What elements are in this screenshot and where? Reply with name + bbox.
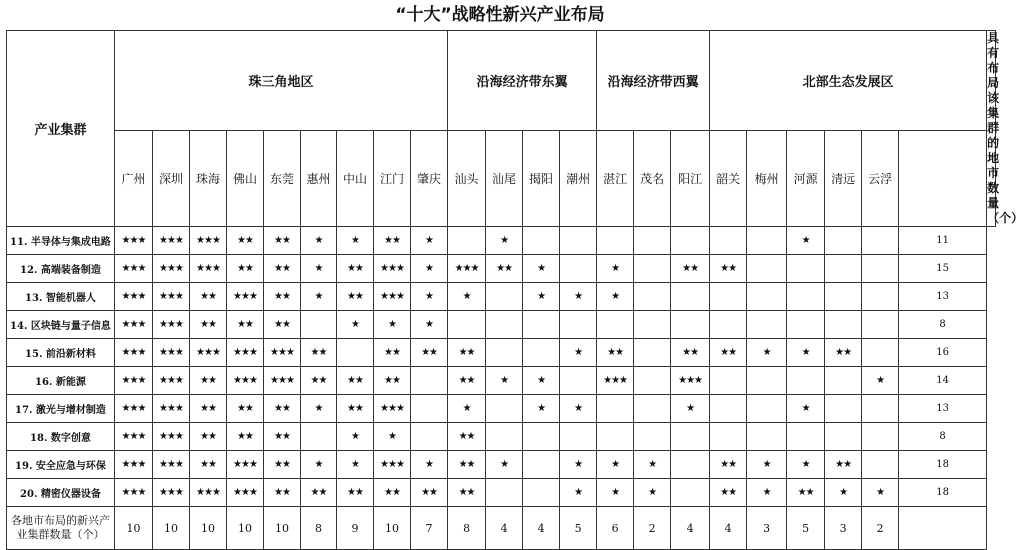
star-rating-cell: ★★ bbox=[710, 255, 747, 283]
star-rating-cell: ★★ bbox=[411, 479, 448, 507]
star-rating-cell: ★ bbox=[787, 395, 825, 423]
cluster-name: 11. 半导体与集成电路 bbox=[7, 227, 115, 255]
summary-value: 4 bbox=[523, 507, 560, 550]
star-rating-cell bbox=[560, 255, 597, 283]
star-rating-cell: ★ bbox=[411, 283, 448, 311]
star-rating-cell: ★★ bbox=[448, 451, 486, 479]
star-rating-cell: ★ bbox=[787, 339, 825, 367]
star-rating-cell: ★★ bbox=[264, 395, 301, 423]
star-rating-cell: ★★ bbox=[264, 311, 301, 339]
star-rating-cell: ★ bbox=[411, 255, 448, 283]
table-row bbox=[7, 395, 996, 423]
star-rating-cell: ★★★ bbox=[190, 339, 227, 367]
star-rating-cell bbox=[747, 227, 787, 255]
star-rating-cell: ★★ bbox=[190, 367, 227, 395]
star-rating-cell: ★★★ bbox=[153, 283, 190, 311]
city-header: 佛山 bbox=[227, 130, 264, 226]
star-rating-cell: ★★★ bbox=[190, 255, 227, 283]
star-rating-cell bbox=[747, 395, 787, 423]
star-rating-cell: ★ bbox=[597, 479, 634, 507]
star-rating-cell: ★ bbox=[337, 451, 374, 479]
star-rating-cell: ★ bbox=[634, 451, 671, 479]
star-rating-cell: ★★★ bbox=[153, 255, 190, 283]
city-count-cell: 13 bbox=[899, 395, 987, 423]
summary-value: 10 bbox=[264, 507, 301, 550]
table-row bbox=[7, 451, 996, 479]
star-rating-cell bbox=[710, 311, 747, 339]
city-header: 珠海 bbox=[190, 130, 227, 226]
star-rating-cell bbox=[337, 339, 374, 367]
cluster-name: 17. 激光与增材制造 bbox=[7, 395, 115, 423]
star-rating-cell: ★ bbox=[486, 227, 523, 255]
star-rating-cell: ★★ bbox=[597, 339, 634, 367]
star-rating-cell: ★★ bbox=[671, 339, 710, 367]
star-rating-cell bbox=[486, 423, 523, 451]
city-count-cell: 8 bbox=[899, 423, 987, 451]
star-rating-cell: ★ bbox=[301, 451, 337, 479]
star-rating-cell: ★★★ bbox=[374, 255, 411, 283]
star-rating-cell: ★★★ bbox=[115, 367, 153, 395]
city-header: 茂名 bbox=[634, 130, 671, 226]
city-header: 惠州 bbox=[301, 130, 337, 226]
city-count-cell: 18 bbox=[899, 451, 987, 479]
city-header: 韶关 bbox=[710, 130, 747, 226]
city-header: 揭阳 bbox=[523, 130, 560, 226]
summary-value: 8 bbox=[301, 507, 337, 550]
star-rating-cell: ★★ bbox=[264, 479, 301, 507]
star-rating-cell: ★ bbox=[560, 451, 597, 479]
region-header-prd: 珠三角地区 bbox=[115, 31, 448, 131]
star-rating-cell: ★★ bbox=[264, 255, 301, 283]
city-count-cell: 18 bbox=[899, 479, 987, 507]
star-rating-cell: ★★ bbox=[337, 479, 374, 507]
summary-value: 5 bbox=[560, 507, 597, 550]
star-rating-cell bbox=[448, 311, 486, 339]
star-rating-cell: ★★★ bbox=[153, 479, 190, 507]
cluster-name: 19. 安全应急与环保 bbox=[7, 451, 115, 479]
city-header: 阳江 bbox=[671, 130, 710, 226]
star-rating-cell bbox=[671, 451, 710, 479]
star-rating-cell: ★★ bbox=[227, 423, 264, 451]
star-rating-cell bbox=[747, 423, 787, 451]
star-rating-cell bbox=[560, 423, 597, 451]
city-header: 东莞 bbox=[264, 130, 301, 226]
star-rating-cell: ★ bbox=[671, 395, 710, 423]
star-rating-cell: ★ bbox=[747, 339, 787, 367]
star-rating-cell: ★ bbox=[411, 227, 448, 255]
star-rating-cell: ★★ bbox=[190, 395, 227, 423]
star-rating-cell bbox=[486, 395, 523, 423]
star-rating-cell: ★★ bbox=[264, 451, 301, 479]
star-rating-cell bbox=[634, 311, 671, 339]
summary-value: 10 bbox=[374, 507, 411, 550]
star-rating-cell: ★★★ bbox=[115, 395, 153, 423]
star-rating-cell: ★ bbox=[486, 451, 523, 479]
city-count-cell: 16 bbox=[899, 339, 987, 367]
star-rating-cell bbox=[710, 367, 747, 395]
star-rating-cell bbox=[747, 367, 787, 395]
star-rating-cell bbox=[862, 451, 899, 479]
star-rating-cell bbox=[634, 367, 671, 395]
star-rating-cell bbox=[862, 395, 899, 423]
region-header-east-wing: 沿海经济带东翼 bbox=[448, 31, 597, 131]
star-rating-cell bbox=[671, 283, 710, 311]
summary-value: 6 bbox=[597, 507, 634, 550]
star-rating-cell bbox=[634, 339, 671, 367]
star-rating-cell bbox=[862, 311, 899, 339]
star-rating-cell bbox=[301, 311, 337, 339]
star-rating-cell: ★★ bbox=[448, 479, 486, 507]
star-rating-cell bbox=[825, 423, 862, 451]
star-rating-cell bbox=[634, 395, 671, 423]
star-rating-cell: ★ bbox=[523, 395, 560, 423]
star-rating-cell: ★ bbox=[560, 479, 597, 507]
city-header: 清远 bbox=[825, 130, 862, 226]
star-rating-cell bbox=[862, 423, 899, 451]
star-rating-cell: ★★ bbox=[227, 227, 264, 255]
star-rating-cell: ★★ bbox=[190, 451, 227, 479]
star-rating-cell bbox=[523, 339, 560, 367]
star-rating-cell: ★★★ bbox=[190, 227, 227, 255]
star-rating-cell: ★★★ bbox=[115, 227, 153, 255]
star-rating-cell bbox=[634, 283, 671, 311]
star-rating-cell bbox=[825, 311, 862, 339]
star-rating-cell: ★ bbox=[374, 311, 411, 339]
star-rating-cell: ★★★ bbox=[374, 283, 411, 311]
star-rating-cell: ★★ bbox=[337, 395, 374, 423]
star-rating-cell: ★ bbox=[747, 479, 787, 507]
star-rating-cell: ★ bbox=[411, 311, 448, 339]
city-count-cell: 13 bbox=[899, 283, 987, 311]
star-rating-cell bbox=[523, 227, 560, 255]
star-rating-cell: ★★★ bbox=[153, 367, 190, 395]
star-rating-cell bbox=[523, 479, 560, 507]
city-header: 江门 bbox=[374, 130, 411, 226]
summary-row bbox=[7, 507, 996, 550]
cluster-name: 16. 新能源 bbox=[7, 367, 115, 395]
star-rating-cell bbox=[486, 479, 523, 507]
summary-value: 2 bbox=[634, 507, 671, 550]
star-rating-cell: ★★★ bbox=[153, 339, 190, 367]
city-header: 广州 bbox=[115, 130, 153, 226]
star-rating-cell bbox=[597, 227, 634, 255]
cluster-name: 14. 区块链与量子信息 bbox=[7, 311, 115, 339]
region-header-row bbox=[7, 31, 996, 131]
star-rating-cell: ★★★ bbox=[115, 479, 153, 507]
star-rating-cell: ★★★ bbox=[227, 479, 264, 507]
star-rating-cell: ★★★ bbox=[374, 395, 411, 423]
star-rating-cell bbox=[710, 227, 747, 255]
star-rating-cell: ★ bbox=[747, 451, 787, 479]
star-rating-cell bbox=[710, 283, 747, 311]
star-rating-cell bbox=[523, 451, 560, 479]
star-rating-cell: ★★ bbox=[448, 339, 486, 367]
star-rating-cell bbox=[747, 311, 787, 339]
star-rating-cell: ★ bbox=[825, 479, 862, 507]
star-rating-cell: ★★ bbox=[710, 339, 747, 367]
table-row bbox=[7, 479, 996, 507]
star-rating-cell: ★ bbox=[337, 423, 374, 451]
star-rating-cell: ★★ bbox=[264, 283, 301, 311]
star-rating-cell bbox=[448, 227, 486, 255]
star-rating-cell: ★★ bbox=[227, 395, 264, 423]
star-rating-cell: ★★★ bbox=[227, 283, 264, 311]
star-rating-cell: ★★ bbox=[301, 339, 337, 367]
city-header: 云浮 bbox=[862, 130, 899, 226]
table-row bbox=[7, 283, 996, 311]
city-header: 深圳 bbox=[153, 130, 190, 226]
summary-value: 10 bbox=[153, 507, 190, 550]
star-rating-cell: ★ bbox=[411, 451, 448, 479]
star-rating-cell bbox=[787, 423, 825, 451]
star-rating-cell bbox=[825, 395, 862, 423]
city-header: 河源 bbox=[787, 130, 825, 226]
cluster-header: 产业集群 bbox=[7, 31, 115, 227]
star-rating-cell: ★★ bbox=[486, 255, 523, 283]
star-rating-cell bbox=[825, 283, 862, 311]
star-rating-cell: ★★ bbox=[448, 423, 486, 451]
star-rating-cell: ★ bbox=[560, 395, 597, 423]
star-rating-cell bbox=[747, 255, 787, 283]
star-rating-cell: ★★ bbox=[227, 311, 264, 339]
star-rating-cell: ★★ bbox=[301, 479, 337, 507]
summary-value: 9 bbox=[337, 507, 374, 550]
summary-value: 5 bbox=[787, 507, 825, 550]
star-rating-cell: ★★ bbox=[227, 255, 264, 283]
star-rating-cell: ★★★ bbox=[190, 479, 227, 507]
star-rating-cell: ★★ bbox=[337, 283, 374, 311]
star-rating-cell bbox=[597, 395, 634, 423]
star-rating-cell bbox=[411, 395, 448, 423]
star-rating-cell: ★ bbox=[560, 339, 597, 367]
star-rating-cell bbox=[560, 311, 597, 339]
star-rating-cell bbox=[787, 311, 825, 339]
cluster-name: 15. 前沿新材料 bbox=[7, 339, 115, 367]
star-rating-cell: ★★★ bbox=[153, 395, 190, 423]
star-rating-cell: ★ bbox=[486, 367, 523, 395]
star-rating-cell bbox=[825, 227, 862, 255]
star-rating-cell: ★ bbox=[523, 283, 560, 311]
star-rating-cell: ★★★ bbox=[115, 339, 153, 367]
star-rating-cell bbox=[634, 255, 671, 283]
star-rating-cell bbox=[862, 255, 899, 283]
star-rating-cell bbox=[862, 339, 899, 367]
star-rating-cell: ★ bbox=[301, 283, 337, 311]
table-row bbox=[7, 311, 996, 339]
table-row bbox=[7, 367, 996, 395]
city-count-cell: 15 bbox=[899, 255, 987, 283]
summary-value: 8 bbox=[448, 507, 486, 550]
star-rating-cell: ★★ bbox=[787, 479, 825, 507]
summary-label: 各地市布局的新兴产业集群数量（个） bbox=[7, 507, 115, 550]
star-rating-cell bbox=[486, 311, 523, 339]
star-rating-cell bbox=[560, 227, 597, 255]
page-title: “十大”战略性新兴产业布局 bbox=[395, 5, 605, 25]
table-row bbox=[7, 227, 996, 255]
star-rating-cell bbox=[825, 367, 862, 395]
star-rating-cell: ★★ bbox=[671, 255, 710, 283]
star-rating-cell: ★★ bbox=[374, 479, 411, 507]
city-header: 汕尾 bbox=[486, 130, 523, 226]
star-rating-cell: ★ bbox=[448, 283, 486, 311]
city-header: 肇庆 bbox=[411, 130, 448, 226]
summary-value: 10 bbox=[227, 507, 264, 550]
star-rating-cell: ★ bbox=[787, 227, 825, 255]
cluster-name: 13. 智能机器人 bbox=[7, 283, 115, 311]
star-rating-cell: ★★ bbox=[825, 451, 862, 479]
star-rating-cell: ★★★ bbox=[227, 451, 264, 479]
summary-value: 3 bbox=[825, 507, 862, 550]
star-rating-cell: ★★ bbox=[411, 339, 448, 367]
star-rating-cell: ★ bbox=[560, 283, 597, 311]
star-rating-cell: ★ bbox=[448, 395, 486, 423]
star-rating-cell bbox=[523, 311, 560, 339]
star-rating-cell: ★ bbox=[597, 451, 634, 479]
star-rating-cell bbox=[825, 255, 862, 283]
summary-value: 3 bbox=[747, 507, 787, 550]
star-rating-cell bbox=[597, 311, 634, 339]
star-rating-cell: ★★ bbox=[710, 451, 747, 479]
city-header-row bbox=[7, 130, 996, 226]
cluster-name: 20. 精密仪器设备 bbox=[7, 479, 115, 507]
star-rating-cell: ★ bbox=[597, 255, 634, 283]
star-rating-cell: ★★ bbox=[448, 367, 486, 395]
star-rating-cell: ★★ bbox=[264, 227, 301, 255]
summary-value: 10 bbox=[190, 507, 227, 550]
star-rating-cell: ★★★ bbox=[115, 423, 153, 451]
star-rating-cell bbox=[787, 255, 825, 283]
star-rating-cell: ★★★ bbox=[115, 451, 153, 479]
city-count-cell: 8 bbox=[899, 311, 987, 339]
star-rating-cell: ★★★ bbox=[374, 451, 411, 479]
star-rating-cell: ★★ bbox=[264, 423, 301, 451]
star-rating-cell bbox=[671, 423, 710, 451]
star-rating-cell: ★ bbox=[862, 479, 899, 507]
star-rating-cell: ★ bbox=[301, 395, 337, 423]
star-rating-cell: ★ bbox=[523, 367, 560, 395]
star-rating-cell bbox=[671, 479, 710, 507]
star-rating-cell: ★★★ bbox=[115, 283, 153, 311]
star-rating-cell: ★★★ bbox=[264, 339, 301, 367]
city-count-header: 具有布局该集群的地市数量（个） bbox=[987, 31, 1023, 225]
star-rating-cell bbox=[710, 423, 747, 451]
summary-total bbox=[899, 507, 987, 550]
star-rating-cell: ★★ bbox=[190, 423, 227, 451]
star-rating-cell bbox=[634, 423, 671, 451]
table-row bbox=[7, 255, 996, 283]
star-rating-cell bbox=[486, 283, 523, 311]
star-rating-cell: ★ bbox=[374, 423, 411, 451]
star-rating-cell: ★★★ bbox=[153, 451, 190, 479]
star-rating-cell bbox=[862, 227, 899, 255]
star-rating-cell bbox=[301, 423, 337, 451]
star-rating-cell bbox=[862, 283, 899, 311]
star-rating-cell bbox=[523, 423, 560, 451]
city-count-cell: 14 bbox=[899, 367, 987, 395]
summary-value: 4 bbox=[710, 507, 747, 550]
city-header: 汕头 bbox=[448, 130, 486, 226]
summary-value: 10 bbox=[115, 507, 153, 550]
table-row bbox=[7, 339, 996, 367]
star-rating-cell bbox=[710, 395, 747, 423]
star-rating-cell: ★★ bbox=[374, 227, 411, 255]
star-rating-cell: ★★★ bbox=[671, 367, 710, 395]
city-header: 梅州 bbox=[747, 130, 787, 226]
table-row bbox=[7, 423, 996, 451]
star-rating-cell: ★★★ bbox=[153, 227, 190, 255]
region-header-west-wing: 沿海经济带西翼 bbox=[597, 31, 710, 131]
star-rating-cell: ★ bbox=[523, 255, 560, 283]
star-rating-cell bbox=[671, 227, 710, 255]
star-rating-cell bbox=[671, 311, 710, 339]
summary-value: 4 bbox=[486, 507, 523, 550]
star-rating-cell: ★★★ bbox=[115, 311, 153, 339]
star-rating-cell: ★★ bbox=[337, 367, 374, 395]
star-rating-cell: ★★★ bbox=[227, 367, 264, 395]
star-rating-cell: ★ bbox=[634, 479, 671, 507]
star-rating-cell: ★ bbox=[301, 227, 337, 255]
city-header: 湛江 bbox=[597, 130, 634, 226]
summary-value: 4 bbox=[671, 507, 710, 550]
star-rating-cell: ★★ bbox=[374, 339, 411, 367]
industry-layout-table bbox=[6, 30, 1023, 550]
star-rating-cell bbox=[787, 283, 825, 311]
star-rating-cell: ★★ bbox=[710, 479, 747, 507]
star-rating-cell: ★★ bbox=[190, 283, 227, 311]
summary-value: 2 bbox=[862, 507, 899, 550]
star-rating-cell bbox=[486, 339, 523, 367]
star-rating-cell: ★★★ bbox=[153, 423, 190, 451]
star-rating-cell: ★★ bbox=[374, 367, 411, 395]
star-rating-cell: ★ bbox=[337, 311, 374, 339]
city-header: 中山 bbox=[337, 130, 374, 226]
star-rating-cell bbox=[411, 423, 448, 451]
cluster-name: 12. 高端装备制造 bbox=[7, 255, 115, 283]
region-header-north: 北部生态发展区 bbox=[710, 31, 987, 131]
star-rating-cell bbox=[411, 367, 448, 395]
cluster-name: 18. 数字创意 bbox=[7, 423, 115, 451]
city-header: 潮州 bbox=[560, 130, 597, 226]
star-rating-cell: ★ bbox=[862, 367, 899, 395]
star-rating-cell: ★ bbox=[337, 227, 374, 255]
star-rating-cell: ★★ bbox=[825, 339, 862, 367]
star-rating-cell: ★ bbox=[787, 451, 825, 479]
city-count-cell: 11 bbox=[899, 227, 987, 255]
star-rating-cell: ★★★ bbox=[597, 367, 634, 395]
star-rating-cell: ★★★ bbox=[264, 367, 301, 395]
star-rating-cell: ★★★ bbox=[153, 311, 190, 339]
star-rating-cell: ★★ bbox=[337, 255, 374, 283]
star-rating-cell bbox=[747, 283, 787, 311]
star-rating-cell: ★ bbox=[301, 255, 337, 283]
star-rating-cell bbox=[597, 423, 634, 451]
star-rating-cell: ★★ bbox=[190, 311, 227, 339]
star-rating-cell: ★★★ bbox=[115, 255, 153, 283]
star-rating-cell bbox=[560, 367, 597, 395]
star-rating-cell bbox=[634, 227, 671, 255]
star-rating-cell: ★★ bbox=[301, 367, 337, 395]
summary-value: 7 bbox=[411, 507, 448, 550]
star-rating-cell: ★★★ bbox=[227, 339, 264, 367]
star-rating-cell: ★ bbox=[597, 283, 634, 311]
city-header-blank bbox=[899, 130, 987, 226]
star-rating-cell: ★★★ bbox=[448, 255, 486, 283]
star-rating-cell bbox=[787, 367, 825, 395]
